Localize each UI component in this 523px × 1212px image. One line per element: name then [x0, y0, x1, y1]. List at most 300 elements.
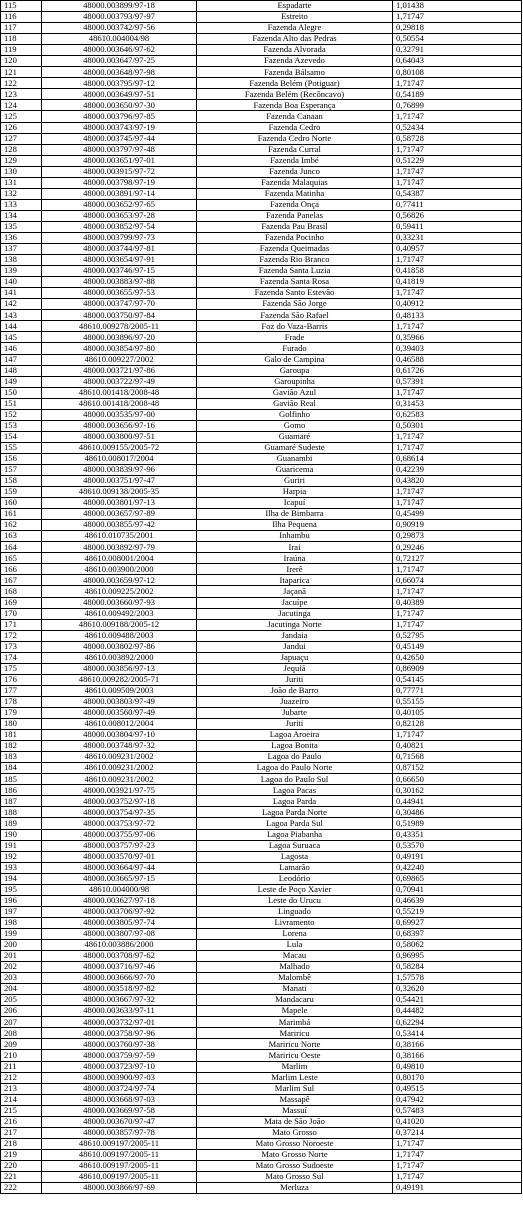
table-row — [1, 45, 522, 56]
field-name-cell: Guamaré — [197, 431, 393, 442]
table-row — [1, 696, 522, 707]
table-row — [1, 166, 522, 177]
row-number-cell: 178 — [1, 696, 42, 707]
table-row — [1, 708, 522, 719]
value-cell: 0,54421 — [393, 995, 522, 1006]
field-name-cell: Mariricu Norte — [197, 1039, 393, 1050]
value-cell: 0,86909 — [393, 663, 522, 674]
value-cell: 1,71747 — [393, 586, 522, 597]
table-row — [1, 34, 522, 45]
row-number-cell: 132 — [1, 188, 42, 199]
process-number-cell: 48610.010735/2001 — [42, 531, 197, 542]
table-row — [1, 89, 522, 100]
process-number-cell: 48000.003667/97-32 — [42, 995, 197, 1006]
process-number-cell: 48000.003650/97-30 — [42, 100, 197, 111]
table-row — [1, 520, 522, 531]
value-cell: 1,71747 — [393, 288, 522, 299]
process-number-cell: 48000.003795/97-12 — [42, 78, 197, 89]
table-row — [1, 840, 522, 851]
table-row — [1, 464, 522, 475]
field-name-cell: Lagosta — [197, 851, 393, 862]
value-cell: 1,71747 — [393, 177, 522, 188]
value-cell: 0,49810 — [393, 1061, 522, 1072]
table-row — [1, 1105, 522, 1116]
table-row — [1, 133, 522, 144]
value-cell: 0,49515 — [393, 1083, 522, 1094]
field-name-cell: Fazenda Bálsamo — [197, 67, 393, 78]
value-cell: 0,41020 — [393, 1116, 522, 1127]
process-number-cell: 48000.003670/97-47 — [42, 1116, 197, 1127]
process-number-cell: 48000.003915/97-72 — [42, 166, 197, 177]
field-name-cell: Mandacaru — [197, 995, 393, 1006]
process-number-cell: 48000.003797/97-48 — [42, 144, 197, 155]
value-cell: 0,31453 — [393, 398, 522, 409]
row-number-cell: 171 — [1, 619, 42, 630]
value-cell: 0,40105 — [393, 708, 522, 719]
row-number-cell: 188 — [1, 807, 42, 818]
table-row — [1, 221, 522, 232]
field-name-cell: Fazenda São Jorge — [197, 299, 393, 310]
row-number-cell: 119 — [1, 45, 42, 56]
row-number-cell: 168 — [1, 586, 42, 597]
value-cell: 0,61726 — [393, 365, 522, 376]
table-row — [1, 188, 522, 199]
row-number-cell: 158 — [1, 476, 42, 487]
process-number-cell: 48000.003535/97-00 — [42, 409, 197, 420]
field-name-cell: Lagoa do Paulo — [197, 752, 393, 763]
process-number-cell: 48000.003656/97-16 — [42, 420, 197, 431]
value-cell: 0,47942 — [393, 1094, 522, 1105]
value-cell: 0,52795 — [393, 630, 522, 641]
process-number-cell: 48610.008012/2004 — [42, 719, 197, 730]
field-name-cell: Juriti — [197, 674, 393, 685]
table-row — [1, 851, 522, 862]
value-cell: 1,71747 — [393, 111, 522, 122]
value-cell: 0,38166 — [393, 1050, 522, 1061]
field-name-cell: Japuaçu — [197, 652, 393, 663]
table-row — [1, 1116, 522, 1127]
table-row — [1, 685, 522, 696]
process-number-cell: 48000.003753/97-72 — [42, 818, 197, 829]
table-row — [1, 928, 522, 939]
process-number-cell: 48000.003742/97-56 — [42, 23, 197, 34]
row-number-cell: 187 — [1, 796, 42, 807]
field-name-cell: Manati — [197, 984, 393, 995]
value-cell: 0,71568 — [393, 752, 522, 763]
table-row — [1, 310, 522, 321]
row-number-cell: 155 — [1, 442, 42, 453]
row-number-cell: 126 — [1, 122, 42, 133]
process-number-cell: 48610.001418/2008-48 — [42, 398, 197, 409]
field-name-cell: Gavião Real — [197, 398, 393, 409]
row-number-cell: 190 — [1, 829, 42, 840]
value-cell: 0,40912 — [393, 299, 522, 310]
row-number-cell: 147 — [1, 354, 42, 365]
process-number-cell: 48610.009492/2003 — [42, 608, 197, 619]
value-cell: 0,80170 — [393, 1072, 522, 1083]
process-number-cell: 48000.003900/97-03 — [42, 1072, 197, 1083]
row-number-cell: 138 — [1, 255, 42, 266]
table-row — [1, 674, 522, 685]
row-number-cell: 134 — [1, 210, 42, 221]
table-row — [1, 741, 522, 752]
table-row — [1, 995, 522, 1006]
table-row — [1, 1149, 522, 1160]
field-name-cell: Fazenda Cedro Norte — [197, 133, 393, 144]
value-cell: 0,49191 — [393, 851, 522, 862]
process-number-cell: 48000.003750/97-84 — [42, 310, 197, 321]
table-row — [1, 884, 522, 895]
process-number-cell: 48610.008017/2004 — [42, 453, 197, 464]
value-cell: 0,29246 — [393, 542, 522, 553]
value-cell: 0,58062 — [393, 939, 522, 950]
process-number-cell: 48000.003627/97-18 — [42, 895, 197, 906]
table-row — [1, 453, 522, 464]
table-row — [1, 1183, 522, 1194]
field-name-cell: Ilha de Bimbarra — [197, 509, 393, 520]
value-cell: 0,87152 — [393, 763, 522, 774]
field-name-cell: Fazenda Rio Branco — [197, 255, 393, 266]
table-row — [1, 509, 522, 520]
value-cell: 0,46588 — [393, 354, 522, 365]
row-number-cell: 219 — [1, 1149, 42, 1160]
value-cell: 0,38166 — [393, 1039, 522, 1050]
value-cell: 0,29873 — [393, 531, 522, 542]
field-name-cell: Jacutinga — [197, 608, 393, 619]
process-number-cell: 48610.003892/2000 — [42, 652, 197, 663]
row-number-cell: 149 — [1, 376, 42, 387]
value-cell: 0,32791 — [393, 45, 522, 56]
field-name-cell: Espadarte — [197, 1, 393, 12]
value-cell: 0,59411 — [393, 221, 522, 232]
row-number-cell: 135 — [1, 221, 42, 232]
field-name-cell: Fazenda Panelas — [197, 210, 393, 221]
value-cell: 0,30486 — [393, 807, 522, 818]
table-row — [1, 862, 522, 873]
field-name-cell: Fazenda Santa Luzia — [197, 266, 393, 277]
field-name-cell: Lagoa Pacas — [197, 785, 393, 796]
process-number-cell: 48610.009197/2005-11 — [42, 1138, 197, 1149]
field-name-cell: Foz do Vaza-Barris — [197, 321, 393, 332]
process-number-cell: 48000.003896/97-20 — [42, 332, 197, 343]
field-name-cell: Leste de Poço Xavier — [197, 884, 393, 895]
field-name-cell: Fazenda Azevedo — [197, 56, 393, 67]
field-name-cell: Leste do Urucu — [197, 895, 393, 906]
value-cell: 0,43820 — [393, 476, 522, 487]
process-number-cell: 48000.003747/97-70 — [42, 299, 197, 310]
process-number-cell: 48000.003807/97-08 — [42, 928, 197, 939]
value-cell: 0,69865 — [393, 873, 522, 884]
table-row — [1, 586, 522, 597]
table-row — [1, 277, 522, 288]
value-cell: 0,46639 — [393, 895, 522, 906]
row-number-cell: 151 — [1, 398, 42, 409]
table-row — [1, 420, 522, 431]
value-cell: 0,76899 — [393, 100, 522, 111]
row-number-cell: 222 — [1, 1183, 42, 1194]
process-number-cell: 48000.003804/97-10 — [42, 730, 197, 741]
table-row — [1, 774, 522, 785]
field-name-cell: Garoupinha — [197, 376, 393, 387]
value-cell: 0,69927 — [393, 917, 522, 928]
value-cell: 0,52434 — [393, 122, 522, 133]
row-number-cell: 183 — [1, 752, 42, 763]
value-cell: 1,71747 — [393, 78, 522, 89]
value-cell: 1,71747 — [393, 431, 522, 442]
table-row — [1, 487, 522, 498]
process-number-cell: 48000.003743/97-19 — [42, 122, 197, 133]
field-name-cell: Juazeiro — [197, 696, 393, 707]
row-number-cell: 202 — [1, 962, 42, 973]
process-number-cell: 48000.003760/97-38 — [42, 1039, 197, 1050]
value-cell: 1,71747 — [393, 1160, 522, 1171]
process-number-cell: 48000.003665/97-15 — [42, 873, 197, 884]
field-name-cell: Jandaia — [197, 630, 393, 641]
field-name-cell: Icapuí — [197, 498, 393, 509]
value-cell: 0,80108 — [393, 67, 522, 78]
field-name-cell: Ilha Pequena — [197, 520, 393, 531]
process-number-cell: 48000.003855/97-42 — [42, 520, 197, 531]
process-number-cell: 48000.003651/97-01 — [42, 155, 197, 166]
process-number-cell: 48610.009197/2005-11 — [42, 1171, 197, 1182]
field-name-cell: Lagoa Piabanha — [197, 829, 393, 840]
field-name-cell: Jacuípe — [197, 597, 393, 608]
field-name-cell: Malhado — [197, 962, 393, 973]
table-row — [1, 144, 522, 155]
process-number-cell: 48000.003854/97-80 — [42, 343, 197, 354]
process-number-cell: 48610.009197/2005-11 — [42, 1160, 197, 1171]
value-cell: 1,71747 — [393, 166, 522, 177]
process-number-cell: 48610.004004/98 — [42, 34, 197, 45]
table-row — [1, 962, 522, 973]
row-number-cell: 115 — [1, 1, 42, 12]
field-name-cell: Galo de Campina — [197, 354, 393, 365]
table-row — [1, 387, 522, 398]
process-number-cell: 48000.003655/97-53 — [42, 288, 197, 299]
row-number-cell: 182 — [1, 741, 42, 752]
row-number-cell: 117 — [1, 23, 42, 34]
value-cell: 1,71747 — [393, 12, 522, 23]
field-name-cell: Jequiá — [197, 663, 393, 674]
table-row — [1, 1160, 522, 1171]
row-number-cell: 193 — [1, 862, 42, 873]
field-name-cell: Fazenda Boa Esperança — [197, 100, 393, 111]
value-cell: 1,71747 — [393, 321, 522, 332]
table-row — [1, 818, 522, 829]
field-name-cell: Macau — [197, 951, 393, 962]
value-cell: 0,64043 — [393, 56, 522, 67]
process-number-cell: 48000.003921/97-75 — [42, 785, 197, 796]
field-name-cell: Furado — [197, 343, 393, 354]
value-cell: 0,55219 — [393, 906, 522, 917]
row-number-cell: 160 — [1, 498, 42, 509]
field-name-cell: Fazenda Cedro — [197, 122, 393, 133]
process-number-cell: 48000.003758/97-96 — [42, 1028, 197, 1039]
field-name-cell: Mato Grosso Norte — [197, 1149, 393, 1160]
table-row — [1, 730, 522, 741]
table-row — [1, 796, 522, 807]
table-row — [1, 1171, 522, 1182]
process-number-cell: 48610.009188/2005-12 — [42, 619, 197, 630]
table-row — [1, 951, 522, 962]
row-number-cell: 192 — [1, 851, 42, 862]
table-row — [1, 122, 522, 133]
field-name-cell: Fazenda Belém (Potiguar) — [197, 78, 393, 89]
field-name-cell: Garoupa — [197, 365, 393, 376]
row-number-cell: 214 — [1, 1094, 42, 1105]
row-number-cell: 128 — [1, 144, 42, 155]
value-cell: 1,71747 — [393, 730, 522, 741]
field-name-cell: Lagoa do Paulo Sul — [197, 774, 393, 785]
value-cell: 1,71747 — [393, 442, 522, 453]
field-name-cell: Lagoa Parda — [197, 796, 393, 807]
row-number-cell: 184 — [1, 763, 42, 774]
table-row — [1, 299, 522, 310]
table-row — [1, 575, 522, 586]
value-cell: 0,82128 — [393, 719, 522, 730]
process-number-cell: 48000.003759/97-59 — [42, 1050, 197, 1061]
field-name-cell: Jacutinga Norte — [197, 619, 393, 630]
field-name-cell: Fazenda Santo Estevão — [197, 288, 393, 299]
table-row — [1, 199, 522, 210]
row-number-cell: 177 — [1, 685, 42, 696]
process-number-cell: 48000.003668/97-03 — [42, 1094, 197, 1105]
row-number-cell: 175 — [1, 663, 42, 674]
row-number-cell: 217 — [1, 1127, 42, 1138]
table-row — [1, 365, 522, 376]
row-number-cell: 189 — [1, 818, 42, 829]
table-row — [1, 895, 522, 906]
field-name-cell: Golfinho — [197, 409, 393, 420]
process-number-cell: 48000.003518/97-82 — [42, 984, 197, 995]
table-row — [1, 343, 522, 354]
value-cell: 0,77411 — [393, 199, 522, 210]
value-cell: 0,66650 — [393, 774, 522, 785]
field-name-cell: Juriti — [197, 719, 393, 730]
row-number-cell: 154 — [1, 431, 42, 442]
table-row — [1, 1, 522, 12]
value-cell: 0,29818 — [393, 23, 522, 34]
value-cell: 0,40821 — [393, 741, 522, 752]
row-number-cell: 146 — [1, 343, 42, 354]
value-cell: 0,77771 — [393, 685, 522, 696]
field-name-cell: Fazenda Alvorada — [197, 45, 393, 56]
row-number-cell: 207 — [1, 1017, 42, 1028]
value-cell: 0,55155 — [393, 696, 522, 707]
row-number-cell: 144 — [1, 321, 42, 332]
value-cell: 1,71747 — [393, 387, 522, 398]
table-row — [1, 652, 522, 663]
table-row — [1, 630, 522, 641]
row-number-cell: 194 — [1, 873, 42, 884]
table-row — [1, 210, 522, 221]
field-name-cell: Fazenda Alto das Pedras — [197, 34, 393, 45]
row-number-cell: 176 — [1, 674, 42, 685]
process-number-cell: 48000.003892/97-79 — [42, 542, 197, 553]
field-name-cell: Fazenda Malaquias — [197, 177, 393, 188]
row-number-cell: 220 — [1, 1160, 42, 1171]
process-number-cell: 48000.003648/97-98 — [42, 67, 197, 78]
process-number-cell: 48000.003800/97-51 — [42, 431, 197, 442]
row-number-cell: 186 — [1, 785, 42, 796]
field-name-cell: Marlim Sul — [197, 1083, 393, 1094]
field-name-cell: Lagoa Suruaca — [197, 840, 393, 851]
field-name-cell: Fazenda Santa Rosa — [197, 277, 393, 288]
process-number-cell: 48610.009282/2005-71 — [42, 674, 197, 685]
row-number-cell: 127 — [1, 133, 42, 144]
process-number-cell: 48000.003805/97-74 — [42, 917, 197, 928]
table-row — [1, 244, 522, 255]
row-number-cell: 161 — [1, 509, 42, 520]
value-cell: 0,51989 — [393, 818, 522, 829]
process-number-cell: 48610.009231/2002 — [42, 774, 197, 785]
table-row — [1, 78, 522, 89]
row-number-cell: 174 — [1, 652, 42, 663]
table-row — [1, 255, 522, 266]
value-cell: 0,56826 — [393, 210, 522, 221]
field-name-cell: Guriri — [197, 476, 393, 487]
value-cell: 1,71747 — [393, 255, 522, 266]
row-number-cell: 206 — [1, 1006, 42, 1017]
row-number-cell: 211 — [1, 1061, 42, 1072]
field-name-cell: Guaricema — [197, 464, 393, 475]
process-number-cell: 48610.009231/2002 — [42, 752, 197, 763]
value-cell: 0,40389 — [393, 597, 522, 608]
process-number-cell: 48000.003722/97-49 — [42, 376, 197, 387]
field-name-cell: Lagoa do Paulo Norte — [197, 763, 393, 774]
table-row — [1, 597, 522, 608]
table-row — [1, 431, 522, 442]
table-row — [1, 100, 522, 111]
field-name-cell: Gavião Azul — [197, 387, 393, 398]
table-row — [1, 984, 522, 995]
field-name-cell: Itaparica — [197, 575, 393, 586]
row-number-cell: 125 — [1, 111, 42, 122]
table-row — [1, 1127, 522, 1138]
row-number-cell: 203 — [1, 973, 42, 984]
field-name-cell: Fazenda Onça — [197, 199, 393, 210]
field-name-cell: Fazenda Alegre — [197, 23, 393, 34]
process-number-cell: 48000.003633/97-11 — [42, 1006, 197, 1017]
value-cell: 0,42240 — [393, 862, 522, 873]
value-cell: 0,48133 — [393, 310, 522, 321]
table-row — [1, 354, 522, 365]
value-cell: 1,71747 — [393, 1149, 522, 1160]
row-number-cell: 157 — [1, 464, 42, 475]
table-row — [1, 1072, 522, 1083]
process-number-cell: 48000.003716/97-46 — [42, 962, 197, 973]
table-row — [1, 807, 522, 818]
process-number-cell: 48000.003751/97-47 — [42, 476, 197, 487]
field-name-cell: Guamaré Sudeste — [197, 442, 393, 453]
value-cell: 1,71747 — [393, 144, 522, 155]
table-row — [1, 1006, 522, 1017]
process-number-cell: 48000.003708/97-62 — [42, 951, 197, 962]
value-cell: 0,33231 — [393, 232, 522, 243]
value-cell: 0,35966 — [393, 332, 522, 343]
table-row — [1, 1017, 522, 1028]
row-number-cell: 122 — [1, 78, 42, 89]
value-cell: 0,41819 — [393, 277, 522, 288]
process-number-cell: 48000.003883/97-88 — [42, 277, 197, 288]
table-body — [1, 1, 522, 1194]
table-row — [1, 829, 522, 840]
process-number-cell: 48000.003646/97-62 — [42, 45, 197, 56]
process-number-cell: 48000.003754/97-35 — [42, 807, 197, 818]
process-number-cell: 48610.003900/2000 — [42, 564, 197, 575]
table-row — [1, 266, 522, 277]
row-number-cell: 180 — [1, 719, 42, 730]
